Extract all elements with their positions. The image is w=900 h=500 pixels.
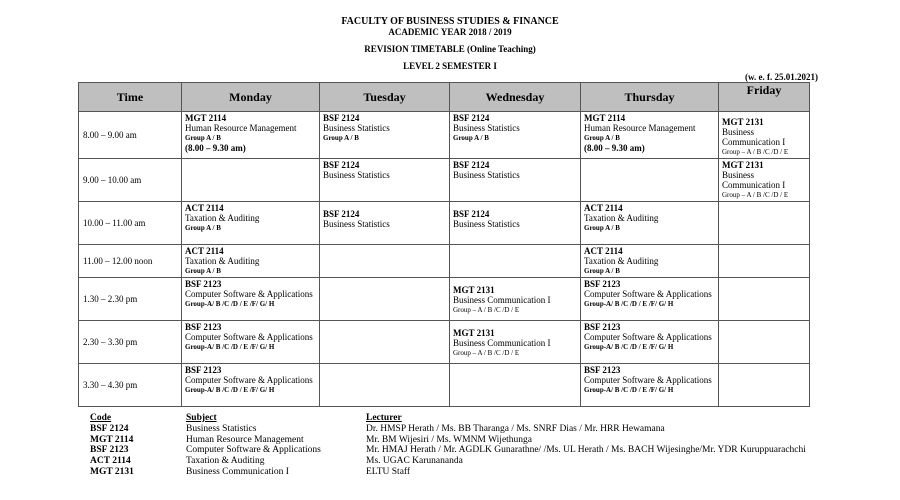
time-cell: 3.30 – 4.30 pm (79, 364, 182, 407)
session-cell (182, 321, 320, 364)
session-cell (320, 159, 450, 202)
course-legend (90, 413, 890, 478)
course-code: MGT 2114 (584, 113, 626, 123)
header-row (79, 83, 810, 112)
course-code: MGT 2131 (722, 117, 764, 127)
legend-code: MGT 2131 (90, 466, 134, 477)
course-name: Taxation & Auditing (185, 256, 260, 266)
course-group: Group-A/ B /C /D / E /F/ G/ H (584, 343, 674, 351)
table-row (79, 112, 810, 159)
legend-lecturer: ELTU Staff (366, 466, 411, 477)
course-code: BSF 2123 (584, 322, 621, 332)
course-name: Taxation & Auditing (584, 256, 659, 266)
legend-header (90, 413, 890, 424)
session-cell (182, 278, 320, 321)
course-code: BSF 2123 (584, 365, 621, 375)
course-name: Human Resource Management (185, 123, 297, 133)
course-code: MGT 2131 (453, 285, 495, 295)
session-cell (450, 321, 581, 364)
legend-lecturer-header: Lecturer (366, 413, 402, 423)
session-cell (719, 245, 810, 278)
table-row (79, 364, 810, 407)
course-group: Group-A/ B /C /D / E /F/ G/ H (584, 386, 674, 394)
legend-lecturer: Ms. UGAC Karunananda (366, 456, 463, 467)
session-cell (450, 278, 581, 321)
course-group: Group A / B (584, 267, 620, 275)
course-code: BSF 2123 (185, 365, 222, 375)
legend-lecturer: Mr. HMAJ Herath / Mr. AGDLK Gunarathne/ /Ms. UL Herath / Ms. BACH Wijesinghe/Mr. YDR Kuruppuarachchi (366, 445, 806, 456)
course-name: Business Communication I (722, 127, 786, 147)
course-name: Computer Software & Applications (185, 375, 313, 385)
course-group: Group – A / B /C /D / E (722, 148, 789, 156)
col-wednesday: Wednesday (450, 83, 581, 112)
level-semester: LEVEL 2 SEMESTER I (403, 61, 497, 71)
course-code: MGT 2131 (453, 328, 495, 338)
course-name: Business Statistics (453, 123, 520, 133)
col-tuesday: Tuesday (320, 83, 450, 112)
session-cell (182, 159, 320, 202)
course-code: ACT 2114 (185, 203, 224, 213)
course-name: Taxation & Auditing (584, 213, 659, 223)
legend-row (90, 456, 890, 467)
legend-subject-header: Subject (186, 413, 217, 423)
course-code: BSF 2124 (323, 209, 360, 219)
session-cell (719, 159, 810, 202)
col-friday: Friday (719, 83, 810, 112)
course-name: Human Resource Management (584, 123, 696, 133)
course-code: ACT 2114 (185, 246, 224, 256)
course-group: Group A / B (185, 134, 221, 142)
course-code: BSF 2123 (185, 322, 222, 332)
session-cell (450, 202, 581, 245)
course-code: ACT 2114 (584, 203, 623, 213)
session-cell (320, 112, 450, 159)
course-name: Business Communication I (453, 295, 551, 305)
session-hours: (8.00 – 9.30 am) (185, 143, 246, 153)
legend-row (90, 424, 890, 435)
legend-code-header: Code (90, 413, 112, 423)
course-name: Business Statistics (323, 219, 390, 229)
effective-date: (w. e. f. 25.01.2021) (745, 72, 818, 82)
session-cell (581, 364, 719, 407)
table-row (79, 159, 810, 202)
session-cell (450, 364, 581, 407)
legend-code: BSF 2123 (90, 445, 129, 456)
col-thursday: Thursday (581, 83, 719, 112)
course-group: Group A / B (185, 267, 221, 275)
session-cell (581, 112, 719, 159)
session-cell (581, 278, 719, 321)
session-cell (581, 159, 719, 202)
session-cell (182, 202, 320, 245)
course-group: Group A / B (323, 134, 359, 142)
legend-code: ACT 2114 (90, 456, 131, 467)
col-monday: Monday (182, 83, 320, 112)
course-name: Business Communication I (722, 170, 786, 190)
course-name: Computer Software & Applications (584, 289, 712, 299)
table-row (79, 202, 810, 245)
course-group: Group – A / B /C /D / E (722, 191, 789, 199)
table-row (79, 321, 810, 364)
course-group: Group-A/ B /C /D / E /F/ G/ H (185, 300, 275, 308)
course-group: Group-A/ B /C /D / E /F/ G/ H (584, 300, 674, 308)
legend-subject: Taxation & Auditing (186, 456, 265, 467)
course-name: Business Statistics (453, 170, 520, 180)
legend-lecturer: Mr. BM Wijesiri / Ms. WMNM Wijethunga (366, 434, 533, 445)
course-name: Taxation & Auditing (185, 213, 260, 223)
course-name: Business Statistics (323, 170, 390, 180)
legend-row (90, 467, 890, 478)
legend-row (90, 435, 890, 446)
legend-subject: Business Communication I (186, 466, 289, 477)
table-row (79, 245, 810, 278)
col-time: Time (79, 83, 182, 112)
session-cell (320, 321, 450, 364)
course-code: MGT 2114 (185, 113, 227, 123)
course-code: BSF 2124 (323, 113, 360, 123)
session-cell (581, 321, 719, 364)
course-code: BSF 2124 (453, 209, 490, 219)
course-group: Group – A / B /C /D / E (453, 349, 520, 357)
legend-row (90, 445, 890, 456)
time-cell: 11.00 – 12.00 noon (79, 245, 182, 278)
session-cell (450, 159, 581, 202)
table-row (79, 278, 810, 321)
session-cell (320, 202, 450, 245)
legend-lecturer: Dr. HMSP Herath / Ms. BB Tharanga / Ms. SNRF Dias / Mr. HRR Hewamana (366, 423, 665, 434)
session-cell (182, 245, 320, 278)
course-group: Group A / B (584, 224, 620, 232)
timetable-title: REVISION TIMETABLE (Online Teaching) (364, 44, 536, 54)
course-code: BSF 2124 (323, 160, 360, 170)
session-cell (320, 364, 450, 407)
course-group: Group A / B (453, 134, 489, 142)
time-cell: 10.00 – 11.00 am (79, 202, 182, 245)
legend-subject: Human Resource Management (186, 434, 304, 445)
time-cell: 2.30 – 3.30 pm (79, 321, 182, 364)
course-name: Business Communication I (453, 338, 551, 348)
course-group: Group-A/ B /C /D / E /F/ G/ H (185, 343, 275, 351)
session-cell (320, 278, 450, 321)
course-group: Group A / B (584, 134, 620, 142)
session-cell (182, 112, 320, 159)
session-cell (719, 202, 810, 245)
course-code: BSF 2124 (453, 113, 490, 123)
session-cell (581, 245, 719, 278)
course-name: Business Statistics (323, 123, 390, 133)
time-cell: 8.00 – 9.00 am (79, 112, 182, 159)
course-code: BSF 2123 (584, 279, 621, 289)
course-code: BSF 2123 (185, 279, 222, 289)
course-group: Group A / B (185, 224, 221, 232)
time-cell: 9.00 – 10.00 am (79, 159, 182, 202)
legend-code: MGT 2114 (90, 434, 134, 445)
timetable (78, 82, 810, 407)
course-name: Computer Software & Applications (185, 332, 313, 342)
session-cell (719, 278, 810, 321)
faculty-title: FACULTY OF BUSINESS STUDIES & FINANCE (341, 16, 559, 27)
session-cell (719, 112, 810, 159)
academic-year: ACADEMIC YEAR 2018 / 2019 (388, 27, 512, 37)
course-name: Business Statistics (453, 219, 520, 229)
legend-subject: Computer Software & Applications (186, 445, 321, 456)
course-group: Group – A / B /C /D / E (453, 306, 520, 314)
session-cell (719, 321, 810, 364)
session-cell (450, 112, 581, 159)
session-cell (320, 245, 450, 278)
session-cell (182, 364, 320, 407)
session-cell (581, 202, 719, 245)
course-code: ACT 2114 (584, 246, 623, 256)
course-code: BSF 2124 (453, 160, 490, 170)
course-name: Computer Software & Applications (584, 332, 712, 342)
session-hours: (8.00 – 9.30 am) (584, 143, 645, 153)
time-cell: 1.30 – 2.30 pm (79, 278, 182, 321)
session-cell (719, 364, 810, 407)
course-group: Group-A/ B /C /D / E /F/ G/ H (185, 386, 275, 394)
session-cell (450, 245, 581, 278)
legend-code: BSF 2124 (90, 423, 129, 434)
course-name: Computer Software & Applications (584, 375, 712, 385)
course-name: Computer Software & Applications (185, 289, 313, 299)
course-code: MGT 2131 (722, 160, 764, 170)
legend-subject: Business Statistics (186, 423, 257, 434)
